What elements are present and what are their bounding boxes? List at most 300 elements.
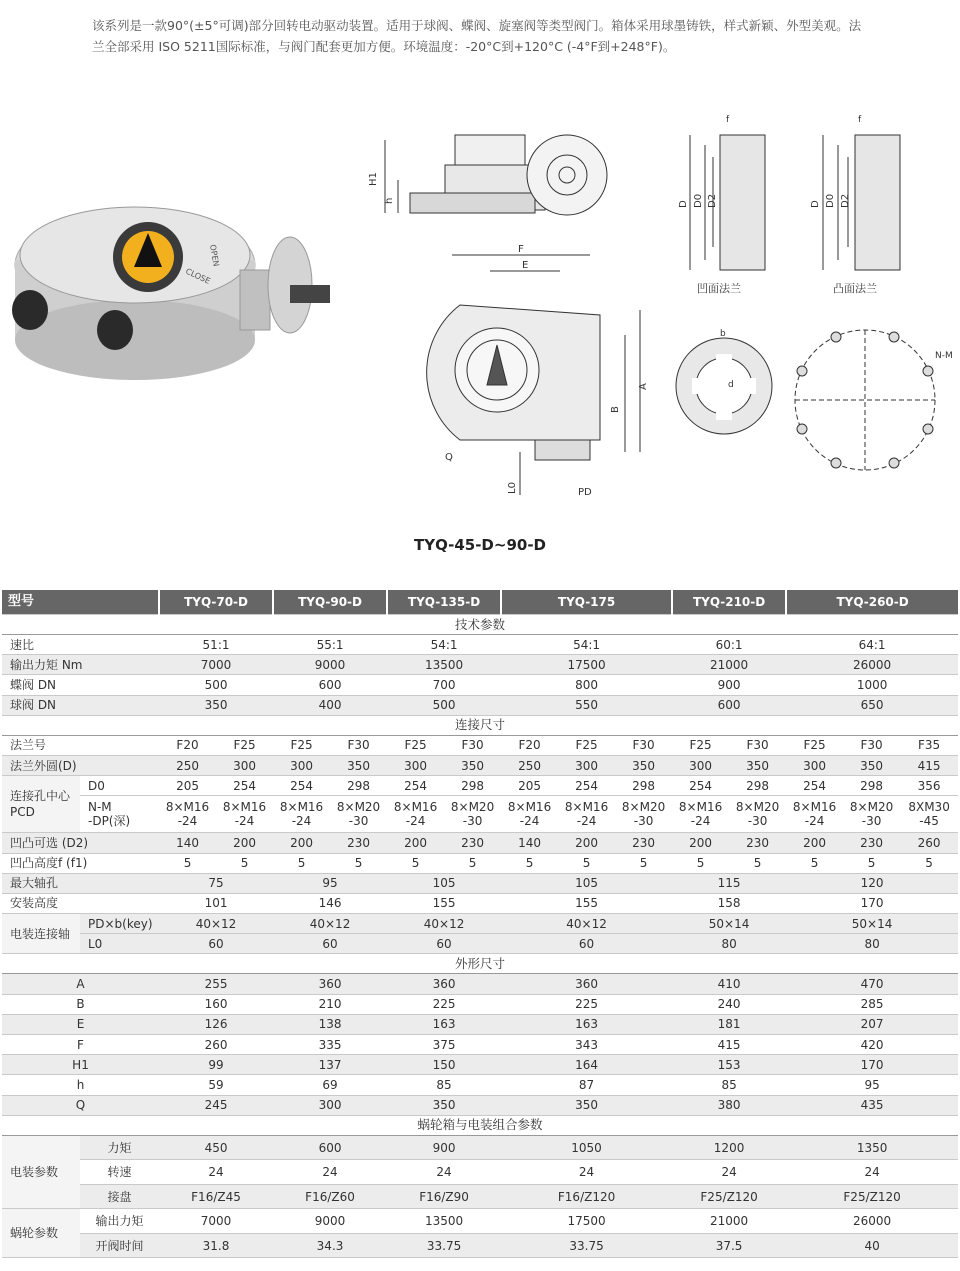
cell: 85	[387, 1075, 501, 1095]
cell: 155	[387, 893, 501, 913]
cell: 300	[558, 755, 615, 775]
table-row-shaft-l0	[2, 934, 958, 954]
cell: F30	[843, 735, 900, 755]
cell: 300	[786, 755, 843, 775]
dim-h-label: h	[384, 197, 395, 204]
elec-params-group-label: 电装参数	[2, 1135, 80, 1209]
nm-label-line-1: N-M	[88, 800, 112, 815]
cell: 101	[159, 893, 273, 913]
cell: 115	[672, 873, 786, 893]
cell: 350	[615, 755, 672, 775]
nm-label-line-2: -DP(深)	[88, 814, 131, 829]
cell: 105	[501, 873, 672, 893]
table-row	[2, 655, 958, 675]
cell: 450	[159, 1135, 273, 1160]
convex-flange-drawing	[810, 115, 900, 295]
cell: 138	[273, 1014, 387, 1034]
cell: 60	[501, 934, 672, 954]
cell: 40×12	[273, 914, 387, 934]
cell: 254	[672, 776, 729, 796]
cell: 50×14	[786, 914, 958, 934]
cell: 153	[672, 1055, 786, 1075]
product-illustration	[12, 207, 330, 380]
table-row	[2, 994, 958, 1014]
cell: 37.5	[672, 1233, 786, 1258]
dim-q-label: Q	[445, 452, 453, 463]
intro-line-2: 兰全部采用 ISO 5211国际标准，与阀门配套更加方便。环境温度：-20°C到+120°C (-4°F到+248°F)。	[92, 39, 676, 54]
cell: 24	[273, 1160, 387, 1185]
cell: 80	[672, 934, 786, 954]
cell: F25	[786, 735, 843, 755]
cell: 40×12	[501, 914, 672, 934]
cell: 205	[159, 776, 216, 796]
cell: 8×M16 -24	[501, 796, 558, 833]
cell: 200	[387, 833, 444, 853]
table-row-f1	[2, 853, 958, 873]
cell: 51:1	[159, 635, 273, 655]
cell: 24	[387, 1160, 501, 1185]
convex-d0-label: D0	[825, 193, 836, 208]
table-row	[2, 635, 958, 655]
row-label: 转速	[80, 1160, 159, 1185]
header-tyq-90-d: TYQ-90-D	[273, 590, 387, 615]
cell: 200	[216, 833, 273, 853]
cell: 550	[501, 695, 672, 715]
cell: 255	[159, 974, 273, 994]
table-row	[2, 1233, 958, 1258]
elec-shaft-group-label: 电装连接轴	[2, 914, 80, 954]
cell: 17500	[501, 1209, 672, 1234]
cell: 298	[444, 776, 501, 796]
cell: 360	[501, 974, 672, 994]
cell: 24	[672, 1160, 786, 1185]
concave-d2-label: D2	[707, 193, 718, 208]
row-label: F	[2, 1035, 159, 1055]
cell: 181	[672, 1014, 786, 1034]
cell: 200	[672, 833, 729, 853]
header-tyq-210-d: TYQ-210-D	[672, 590, 786, 615]
cell: F25	[216, 735, 273, 755]
table-header-row	[2, 590, 958, 615]
cell: 1200	[672, 1135, 786, 1160]
cell: 150	[387, 1055, 501, 1075]
cell: 87	[501, 1075, 672, 1095]
concave-flange-drawing	[678, 115, 765, 295]
side-view-drawing	[368, 135, 607, 215]
cell: F30	[615, 735, 672, 755]
cell: 230	[330, 833, 387, 853]
spec-table	[2, 590, 958, 1258]
cell: 200	[273, 833, 330, 853]
cell: 17500	[501, 655, 672, 675]
header-tyq-260-d: TYQ-260-D	[786, 590, 958, 615]
dim-pd-label: PD	[578, 487, 592, 498]
cell: 54:1	[387, 635, 501, 655]
pcd-group-label	[2, 776, 80, 833]
cell: 410	[672, 974, 786, 994]
cell: 8×M20 -30	[330, 796, 387, 833]
cell: 170	[786, 893, 958, 913]
row-label: 最大轴孔	[2, 873, 159, 893]
cell: 5	[672, 853, 729, 873]
cell: 210	[273, 994, 387, 1014]
cell: 8×M20 -30	[843, 796, 900, 833]
cell: 140	[501, 833, 558, 853]
cell: F25	[387, 735, 444, 755]
cell: 415	[672, 1035, 786, 1055]
concave-d0-label: D0	[693, 193, 704, 208]
cell: 95	[786, 1075, 958, 1095]
cell: 250	[501, 755, 558, 775]
cell: 300	[672, 755, 729, 775]
table-row-flange-no	[2, 735, 958, 755]
convex-d-label: D	[810, 200, 821, 208]
cell: 24	[501, 1160, 672, 1185]
cell: 33.75	[501, 1233, 672, 1258]
dim-b-label: B	[610, 406, 621, 413]
cell: 140	[159, 833, 216, 853]
cell: 95	[273, 873, 387, 893]
cell: 225	[387, 994, 501, 1014]
cell: 375	[387, 1035, 501, 1055]
cell: 164	[501, 1055, 672, 1075]
cell: 335	[273, 1035, 387, 1055]
section-outer-dims: 外形尺寸	[2, 954, 958, 974]
cell: 380	[672, 1095, 786, 1115]
table-row	[2, 1209, 958, 1234]
cell: 300	[273, 1095, 387, 1115]
dim-l0-label: L0	[507, 482, 518, 494]
cell: 55:1	[273, 635, 387, 655]
cell: 470	[786, 974, 958, 994]
row-label: B	[2, 994, 159, 1014]
cell: 400	[273, 695, 387, 715]
table-row	[2, 675, 958, 695]
cell: 75	[159, 873, 273, 893]
concave-d-label: D	[678, 200, 689, 208]
cell: 8×M16 -24	[273, 796, 330, 833]
cell: 170	[786, 1055, 958, 1075]
pcd-group-line-2: PCD	[10, 805, 35, 820]
table-row	[2, 1095, 958, 1115]
cell: 1000	[786, 675, 958, 695]
row-label: H1	[2, 1055, 159, 1075]
cell: 163	[387, 1014, 501, 1034]
cell: 5	[843, 853, 900, 873]
cell: 350	[444, 755, 501, 775]
cell: 298	[330, 776, 387, 796]
cell: F35	[900, 735, 958, 755]
cell: 24	[159, 1160, 273, 1185]
cell: 5	[444, 853, 501, 873]
cell: 600	[273, 675, 387, 695]
convex-f-label: f	[858, 115, 862, 125]
cell: F16/Z90	[387, 1184, 501, 1209]
cell: 298	[729, 776, 786, 796]
cell: 5	[615, 853, 672, 873]
cell: 163	[501, 1014, 672, 1034]
cell: 356	[900, 776, 958, 796]
cell: 5	[159, 853, 216, 873]
cell: 33.75	[387, 1233, 501, 1258]
cell: 298	[843, 776, 900, 796]
cell: 800	[501, 675, 672, 695]
cell: 260	[159, 1035, 273, 1055]
cell: 54:1	[501, 635, 672, 655]
cell: 260	[900, 833, 958, 853]
bolt-nm-label: N-M	[935, 351, 953, 361]
cell: 13500	[387, 655, 501, 675]
model-title: TYQ-45-D~90-D	[413, 536, 547, 554]
cell: 26000	[786, 1209, 958, 1234]
cell: 21000	[672, 655, 786, 675]
cell: 21000	[672, 1209, 786, 1234]
cell: 285	[786, 994, 958, 1014]
cell: 5	[273, 853, 330, 873]
cell: 1350	[786, 1135, 958, 1160]
cell: 7000	[159, 1209, 273, 1234]
cell: F20	[159, 735, 216, 755]
table-row	[2, 1184, 958, 1209]
cell: 415	[900, 755, 958, 775]
table-row	[2, 1075, 958, 1095]
intro-paragraph	[92, 15, 932, 57]
cell: 5	[216, 853, 273, 873]
cell: 40	[786, 1233, 958, 1258]
cell: 5	[558, 853, 615, 873]
header-model-label: 型号	[2, 590, 159, 615]
cell: 5	[729, 853, 786, 873]
technical-drawing	[0, 95, 960, 565]
header-tyq-135-d: TYQ-135-D	[387, 590, 501, 615]
section-connection-dims: 连接尺寸	[2, 715, 958, 735]
cell: 360	[273, 974, 387, 994]
cell: 8×M20 -30	[444, 796, 501, 833]
row-label: h	[2, 1075, 159, 1095]
cell: 5	[387, 853, 444, 873]
cell: 34.3	[273, 1233, 387, 1258]
table-row-pcd-d0	[2, 776, 958, 796]
cell: 9000	[273, 655, 387, 675]
cell: 900	[387, 1135, 501, 1160]
cell: 350	[501, 1095, 672, 1115]
product-open-text: OPEN	[208, 243, 221, 268]
cell: 350	[387, 1095, 501, 1115]
cell: 24	[786, 1160, 958, 1185]
dim-e-label: E	[522, 260, 529, 271]
key-bore-drawing	[676, 329, 772, 434]
cell: 240	[672, 994, 786, 1014]
table-row	[2, 695, 958, 715]
table-row-flange-od	[2, 755, 958, 775]
cell: 5	[501, 853, 558, 873]
cell: 254	[387, 776, 444, 796]
cell: 9000	[273, 1209, 387, 1234]
table-row-max-bore	[2, 873, 958, 893]
cell: 120	[786, 873, 958, 893]
cell: 8×M20 -30	[615, 796, 672, 833]
row-label: 球阀 DN	[2, 695, 159, 715]
cell: 69	[273, 1075, 387, 1095]
dim-h1-label: H1	[368, 172, 379, 186]
cell: 59	[159, 1075, 273, 1095]
row-label: 输出力矩	[80, 1209, 159, 1234]
table-row	[2, 974, 958, 994]
cell: 600	[672, 695, 786, 715]
cell: 40×12	[387, 914, 501, 934]
row-label: L0	[80, 934, 159, 954]
row-label: 速比	[2, 635, 159, 655]
header-tyq-70-d: TYQ-70-D	[159, 590, 273, 615]
cell: 8×M20 -30	[729, 796, 786, 833]
cell: 7000	[159, 655, 273, 675]
row-label	[80, 796, 159, 833]
cell: 8×M16 -24	[558, 796, 615, 833]
cell: F16/Z60	[273, 1184, 387, 1209]
cell: 300	[216, 755, 273, 775]
cell: 8×M16 -24	[387, 796, 444, 833]
cell: 60	[387, 934, 501, 954]
row-label: PD×b(key)	[80, 914, 159, 934]
cell: 8×M16 -24	[672, 796, 729, 833]
cell: 350	[159, 695, 273, 715]
row-label: Q	[2, 1095, 159, 1115]
cell: 60	[273, 934, 387, 954]
row-label: 法兰号	[2, 735, 159, 755]
cell: 105	[387, 873, 501, 893]
section-tech-params: 技术参数	[2, 615, 958, 635]
table-row-shaft-pd	[2, 914, 958, 934]
cell: 85	[672, 1075, 786, 1095]
intro-line-1: 该系列是一款90°(±5°可调)部分回转电动驱动装置。适用于球阀、蝶阀、旋塞阀等类型阀门。箱体采用球墨铸铁，样式新颖、外型美观。法	[92, 18, 862, 33]
table-row	[2, 1035, 958, 1055]
cell: 5	[900, 853, 958, 873]
cell: 254	[273, 776, 330, 796]
row-label: 输出力矩 Nm	[2, 655, 159, 675]
row-label: E	[2, 1014, 159, 1034]
dim-f-label: F	[518, 244, 524, 255]
cell: 26000	[786, 655, 958, 675]
row-label: 安装高度	[2, 893, 159, 913]
cell: 8×M16 -24	[786, 796, 843, 833]
cell: F16/Z120	[501, 1184, 672, 1209]
cell: 254	[558, 776, 615, 796]
key-b-label: b	[720, 329, 726, 339]
cell: 207	[786, 1014, 958, 1034]
header-tyq-175: TYQ-175	[501, 590, 672, 615]
cell: F30	[729, 735, 786, 755]
cell: 500	[159, 675, 273, 695]
cell: 225	[501, 994, 672, 1014]
row-label: D0	[80, 776, 159, 796]
cell: 40×12	[159, 914, 273, 934]
cell: 700	[387, 675, 501, 695]
key-d-label: d	[728, 380, 734, 390]
cell: 230	[444, 833, 501, 853]
convex-flange-label: 凸面法兰	[833, 282, 877, 295]
convex-d2-label: D2	[840, 193, 851, 208]
cell: F25/Z120	[672, 1184, 786, 1209]
cell: 230	[843, 833, 900, 853]
table-row-pcd-nm	[2, 796, 958, 833]
cell: 360	[387, 974, 501, 994]
cell: 146	[273, 893, 387, 913]
cell: 350	[843, 755, 900, 775]
table-row-d2	[2, 833, 958, 853]
cell: 350	[330, 755, 387, 775]
cell: 160	[159, 994, 273, 1014]
cell: 254	[786, 776, 843, 796]
cell: 158	[672, 893, 786, 913]
pcd-group-line-1: 连接孔中心	[10, 789, 71, 804]
cell: F30	[444, 735, 501, 755]
cell: 900	[672, 675, 786, 695]
cell: 64:1	[786, 635, 958, 655]
cell: 230	[729, 833, 786, 853]
cell: 5	[330, 853, 387, 873]
cell: 99	[159, 1055, 273, 1075]
row-label: 蝶阀 DN	[2, 675, 159, 695]
cell: 600	[273, 1135, 387, 1160]
row-label: 力矩	[80, 1135, 159, 1160]
cell: F16/Z45	[159, 1184, 273, 1209]
cell: 126	[159, 1014, 273, 1034]
cell: 60	[159, 934, 273, 954]
cell: 343	[501, 1035, 672, 1055]
table-row-mount-height	[2, 893, 958, 913]
cell: 31.8	[159, 1233, 273, 1258]
cell: F20	[501, 735, 558, 755]
cell: 200	[786, 833, 843, 853]
cell: 500	[387, 695, 501, 715]
table-row	[2, 1135, 958, 1160]
cell: 250	[159, 755, 216, 775]
cell: 8×M16 -24	[216, 796, 273, 833]
row-label: 凹凸可选 (D2)	[2, 833, 159, 853]
table-row	[2, 1160, 958, 1185]
cell: 200	[558, 833, 615, 853]
cell: 245	[159, 1095, 273, 1115]
cell: F25/Z120	[786, 1184, 958, 1209]
cell: F25	[672, 735, 729, 755]
row-label: 凹凸高度f (f1)	[2, 853, 159, 873]
cell: 8XM30 -45	[900, 796, 958, 833]
cell: 137	[273, 1055, 387, 1075]
cell: 50×14	[672, 914, 786, 934]
cell: 5	[786, 853, 843, 873]
dim-a-label: A	[638, 383, 649, 390]
row-label: 接盘	[80, 1184, 159, 1209]
cell: 300	[387, 755, 444, 775]
cell: 435	[786, 1095, 958, 1115]
cell: 300	[273, 755, 330, 775]
section-combo-params: 蜗轮箱与电装组合参数	[2, 1115, 958, 1135]
product-close-text: CLOSE	[184, 266, 212, 286]
cell: 60:1	[672, 635, 786, 655]
row-label: 法兰外圆(D)	[2, 755, 159, 775]
cell: 155	[501, 893, 672, 913]
concave-flange-label: 凹面法兰	[697, 282, 741, 295]
cell: 205	[501, 776, 558, 796]
cell: 650	[786, 695, 958, 715]
cell: 420	[786, 1035, 958, 1055]
top-view-drawing	[427, 244, 649, 498]
cell: 8×M16 -24	[159, 796, 216, 833]
cell: 350	[729, 755, 786, 775]
cell: 230	[615, 833, 672, 853]
bolt-circle-drawing	[795, 330, 953, 470]
row-label: 开阀时间	[80, 1233, 159, 1258]
